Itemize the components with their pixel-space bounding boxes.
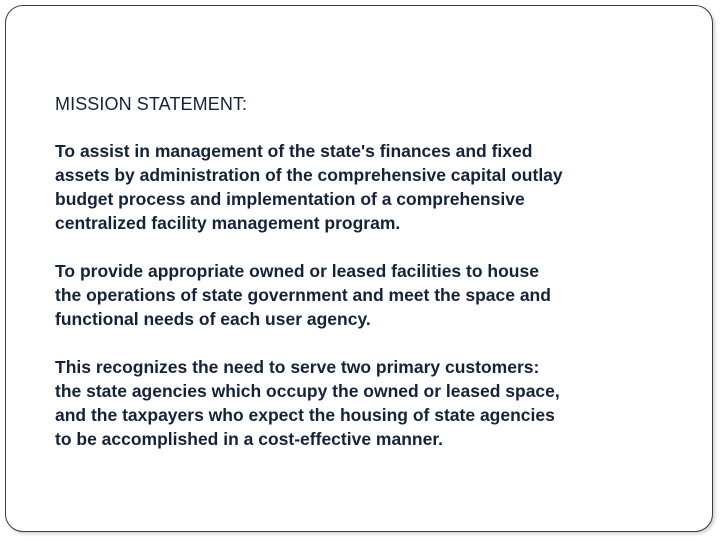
paragraph-3: [55, 355, 675, 451]
paragraph-2: [55, 259, 675, 331]
paragraph-line: assets by administration of the comprehensive capital outlay: [55, 165, 563, 185]
paragraph-line: To provide appropriate owned or leased facilities to house: [55, 261, 539, 281]
paragraph-line: budget process and implementation of a comprehensive: [55, 189, 525, 209]
paragraph-line: and the taxpayers who expect the housing of state agencies: [55, 405, 555, 425]
paragraph-line: the operations of state government and meet the space and: [55, 285, 551, 305]
slide-content: [55, 92, 675, 475]
paragraph-line: To assist in management of the state's finances and fixed: [55, 141, 533, 161]
paragraph-line: functional needs of each user agency.: [55, 309, 371, 329]
page-title: MISSION STATEMENT:: [55, 94, 248, 114]
paragraph-1: [55, 139, 675, 235]
paragraph-line: the state agencies which occupy the owned or leased space,: [55, 381, 560, 401]
paragraph-line: to be accomplished in a cost-effective manner.: [55, 429, 444, 449]
paragraph-line: This recognizes the need to serve two primary customers:: [55, 357, 540, 377]
paragraph-line: centralized facility management program.: [55, 213, 401, 233]
